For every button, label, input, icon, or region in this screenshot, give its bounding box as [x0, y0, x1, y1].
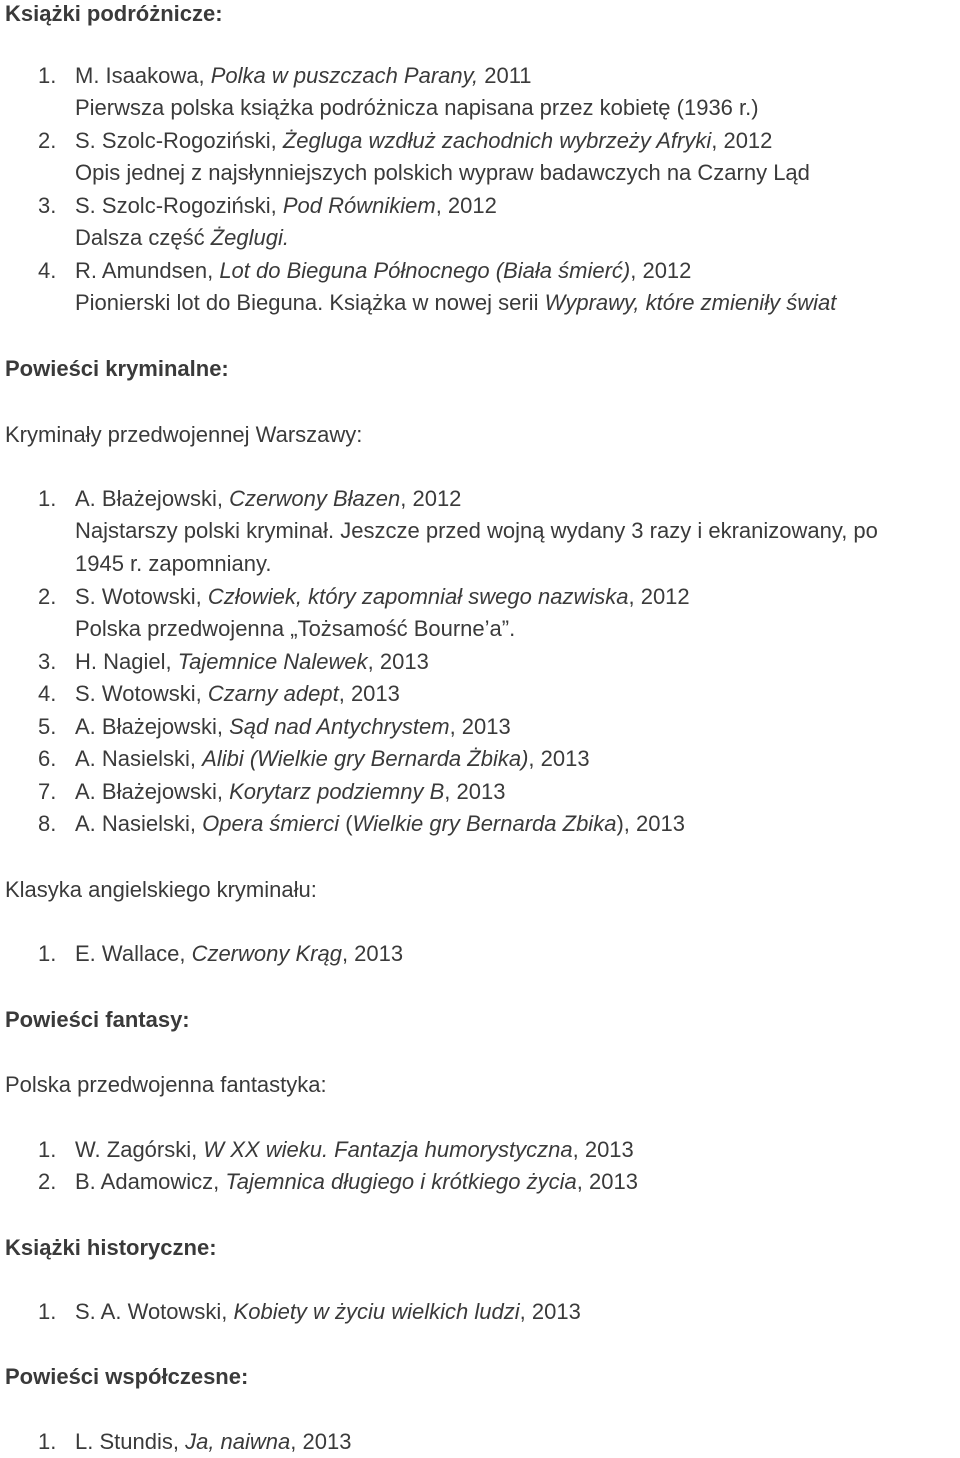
item-year: , 2013 [290, 1429, 352, 1454]
item-year: , 2013 [519, 1299, 581, 1324]
item-year: 2011 [478, 63, 532, 88]
item-year: ), 2013 [616, 811, 685, 836]
item-description: Najstarszy polski kryminał. Jeszcze przed wojną wydany 3 razy i ekranizowany, po [75, 518, 878, 543]
item-author: S. Wotowski, [75, 584, 208, 609]
item-year: , 2013 [528, 746, 590, 771]
description-text: Pionierski lot do Bieguna. Książka w nowej serii [75, 290, 545, 315]
item-number: 1. [38, 1137, 57, 1162]
item-year: , 2013 [444, 779, 506, 804]
section-heading-contemporary: Powieści współczesne: [5, 1364, 249, 1389]
item-year: , 2012 [400, 486, 462, 511]
item-title: Tajemnica długiego i krótkiego życia [225, 1169, 577, 1194]
item-description [75, 224, 289, 252]
item-year: , 2012 [630, 258, 692, 283]
description-text: Dalsza część [75, 225, 211, 250]
item-title: Korytarz podziemny B [229, 779, 445, 804]
item-title: Człowiek, który zapomniał swego nazwiska [207, 584, 629, 609]
item-title: Lot do Bieguna Północnego (Biała śmierć) [219, 258, 631, 283]
item-series-title: Wielkie gry Bernarda Zbika [352, 811, 617, 836]
item-author: A. Nasielski, [75, 746, 203, 771]
item-author: W. Zagórski, [75, 1137, 204, 1162]
item-year: , 2013 [572, 1137, 634, 1162]
item-number: 4. [38, 681, 57, 706]
item-year: , 2013 [449, 714, 511, 739]
item-number: 7. [38, 779, 57, 804]
description-italic: Żeglugi. [210, 225, 289, 250]
item-number: 1. [38, 941, 57, 966]
item-title: Kobiety w życiu wielkich ludzi [233, 1299, 520, 1324]
item-author: S. Wotowski, [75, 681, 208, 706]
item-title: Czerwony Błazen [229, 486, 401, 511]
item-year: , 2012 [711, 128, 773, 153]
item-number: 2. [38, 1169, 57, 1194]
item-author: E. Wallace, [75, 941, 192, 966]
item-number: 2. [38, 584, 57, 609]
item-year: , 2013 [576, 1169, 638, 1194]
item-title: W XX wieku. Fantazja humorystyczna [203, 1137, 573, 1162]
item-year: , 2013 [338, 681, 400, 706]
item-title: Sąd nad Antychrystem [229, 714, 450, 739]
item-title: Pod Równikiem [282, 193, 436, 218]
item-title: Polka w puszczach Parany, [210, 63, 479, 88]
item-number: 1. [38, 1429, 57, 1454]
item-title: Tajemnice Nalewek [177, 649, 368, 674]
item-author: M. Isaakowa, [75, 63, 211, 88]
item-title: Alibi (Wielkie gry Bernarda Żbika) [202, 746, 529, 771]
item-author: S. Szolc-Rogoziński, [75, 128, 283, 153]
description-italic: Wyprawy, które zmieniły świat [544, 290, 837, 315]
item-year: , 2012 [435, 193, 497, 218]
subsection-heading: Polska przedwojenna fantastyka: [5, 1072, 327, 1097]
item-number: 3. [38, 649, 57, 674]
item-author: R. Amundsen, [75, 258, 220, 283]
item-year: , 2013 [341, 941, 404, 966]
section-heading-fantasy: Powieści fantasy: [5, 1007, 190, 1032]
item-title: Czarny adept [207, 681, 339, 706]
item-number: 1. [38, 486, 57, 511]
item-author: H. Nagiel, [75, 649, 178, 674]
item-description [75, 289, 836, 317]
item-description: Opis jednej z najsłynniejszych polskich wypraw badawczych na Czarny Ląd [75, 160, 810, 185]
item-year: , 2012 [628, 584, 690, 609]
item-author: S. Szolc-Rogoziński, [75, 193, 283, 218]
item-author: A. Błażejowski, [75, 779, 230, 804]
item-number: 3. [38, 193, 57, 218]
item-author: A. Błażejowski, [75, 714, 230, 739]
item-description: Polska przedwojenna „Tożsamość Bourne’a”. [75, 616, 516, 641]
section-heading-travel: Książki podróżnicze: [5, 1, 223, 26]
item-author: S. A. Wotowski, [75, 1299, 234, 1324]
item-author: A. Błażejowski, [75, 486, 230, 511]
item-number: 6. [38, 746, 57, 771]
section-heading-history: Książki historyczne: [5, 1235, 217, 1260]
item-punctuation: ( [339, 811, 353, 836]
item-title: Ja, naiwna [185, 1429, 291, 1454]
item-title: Opera śmierci [202, 811, 340, 836]
item-year: , 2013 [367, 649, 429, 674]
item-number: 8. [38, 811, 57, 836]
item-number: 1. [38, 1299, 57, 1324]
section-heading-crime: Powieści kryminalne: [5, 356, 229, 381]
item-description-continued: 1945 r. zapomniany. [75, 551, 272, 576]
item-number: 1. [38, 63, 57, 88]
item-title: Czerwony Krąg [191, 941, 342, 966]
subsection-heading: Kryminały przedwojennej Warszawy: [5, 422, 363, 447]
item-author: A. Nasielski, [75, 811, 203, 836]
item-number: 2. [38, 128, 57, 153]
item-number: 5. [38, 714, 57, 739]
item-author: L. Stundis, [75, 1429, 186, 1454]
item-author: B. Adamowicz, [75, 1169, 226, 1194]
subsection-heading: Klasyka angielskiego kryminału: [5, 877, 317, 902]
item-number: 4. [38, 258, 57, 283]
item-title: Żegluga wzdłuż zachodnich wybrzeży Afryki [282, 128, 712, 153]
item-description: Pierwsza polska książka podróżnicza napisana przez kobietę (1936 r.) [75, 95, 759, 120]
